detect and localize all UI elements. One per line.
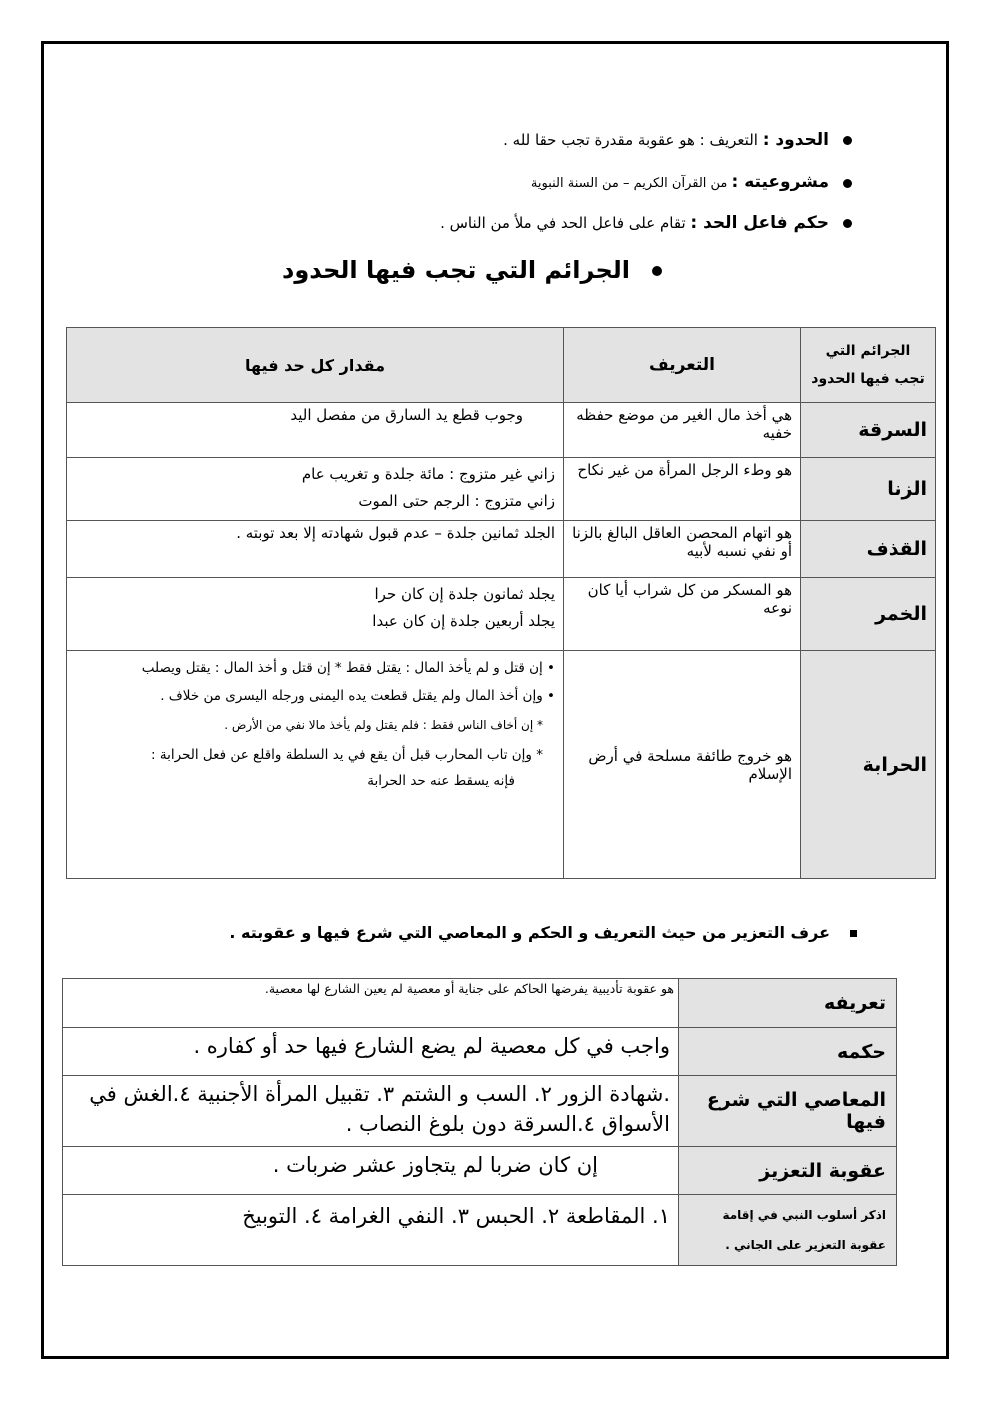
table-row xyxy=(67,458,936,521)
table-row xyxy=(67,578,936,651)
table-row xyxy=(63,1195,897,1266)
bullet-dot xyxy=(652,266,662,276)
crime-cell: الحرابة xyxy=(801,651,936,879)
amount-line: • إن قتل و لم يأخذ المال : يقتل فقط * إن قتل و أخذ المال : يقتل ويصلب xyxy=(141,660,555,676)
bullet-text: التعريف : هو عقوبة مقدرة تجب حقا لله . xyxy=(503,131,763,149)
amount-line: يجلد ثمانون جلدة إن كان حرا xyxy=(374,585,555,603)
tazir-value: هو عقوبة تأديبية يفرضها الحاكم على جناية أو معصية لم يعين الشارع لها معصية. xyxy=(63,979,679,1028)
amount-line: الجلد ثمانين جلدة – عدم قبول شهادته إلا بعد توبته . xyxy=(236,524,555,542)
amount-line: وجوب قطع يد السارق من مفصل اليد xyxy=(290,406,523,424)
table-row xyxy=(63,979,897,1028)
bullet-label: مشروعيته : xyxy=(731,172,829,192)
table-row xyxy=(67,651,936,879)
tazir-table xyxy=(62,978,897,1266)
header-amount: مقدار كل حد فيها xyxy=(67,328,564,403)
amount-line: زاني متزوج : الرجم حتى الموت xyxy=(358,492,555,510)
bullet-ruling xyxy=(440,213,852,233)
tazir-label: حكمه xyxy=(679,1028,897,1076)
tazir-value: .شهادة الزور ٢. السب و الشتم ٣. تقبيل المرأة الأجنبية ٤.الغش في الأسواق ٤.السرقة دون بلوغ النصاب . xyxy=(63,1076,679,1147)
table-row xyxy=(63,1028,897,1076)
crime-cell: السرقة xyxy=(801,403,936,458)
definition-cell: هو اتهام المحصن العاقل البالغ بالزنا أو نفي نسبه لأبيه xyxy=(564,521,801,578)
tazir-value: ١. المقاطعة ٢. الحبس ٣. النفي الغرامة ٤. التوبيخ xyxy=(63,1195,679,1266)
bullet-hudud xyxy=(503,130,852,150)
crime-cell: القذف xyxy=(801,521,936,578)
table-header-row xyxy=(67,328,936,403)
definition-cell: هو المسكر من كل شراب أيا كان نوعه xyxy=(564,578,801,651)
hudud-table xyxy=(66,327,936,879)
tazir-label: اذكر أسلوب النبي في إقامة عقوبة التعزير على الجاني . xyxy=(679,1195,897,1266)
amount-line: فإنه يسقط عنه حد الحرابة xyxy=(367,773,515,789)
tazir-label: تعريفه xyxy=(679,979,897,1028)
header-definition: التعريف xyxy=(564,328,801,403)
definition-cell: هو خروج طائفة مسلحة في أرض الإسلام xyxy=(564,651,801,879)
amount-line: • وإن أخذ المال ولم يقتل قطعت يده اليمنى ورجله اليسرى من خلاف . xyxy=(160,688,555,704)
tazir-heading-text: عرف التعزير من حيث التعريف و الحكم و المعاصي التي شرع فيها و عقوبته . xyxy=(229,923,830,942)
tazir-label: عقوبة التعزيز xyxy=(679,1147,897,1195)
bullet-dot xyxy=(843,136,852,145)
amount-cell xyxy=(67,651,564,879)
amount-line: * وإن تاب المحارب قبل أن يقع في يد السلطة واقلع عن فعل الحرابة : xyxy=(151,747,543,763)
heading-text: الجرائم التي تجب فيها الحدود xyxy=(282,256,630,284)
bullet-text: تقام على فاعل الحد في ملأ من الناس . xyxy=(440,214,691,232)
bullet-legitimacy xyxy=(531,172,852,192)
amount-line: زاني غير متزوج : مائة جلدة و تغريب عام xyxy=(301,465,555,483)
tazir-label: المعاصي التي شرع فيها xyxy=(679,1076,897,1147)
bullet-dot xyxy=(843,179,852,188)
amount-cell xyxy=(67,578,564,651)
definition-cell: هي أخذ مال الغير من موضع حفظه خفيه xyxy=(564,403,801,458)
amount-cell xyxy=(67,521,564,578)
amount-cell xyxy=(67,458,564,521)
bullet-label: الحدود : xyxy=(762,130,829,150)
definition-cell: هو وطء الرجل المرأة من غير نكاح xyxy=(564,458,801,521)
table-row xyxy=(67,521,936,578)
table-row xyxy=(67,403,936,458)
tazir-heading xyxy=(229,923,857,942)
amount-line: * إن أخاف الناس فقط : فلم يقتل ولم يأخذ مالا نفي من الأرض . xyxy=(224,718,543,732)
table-row xyxy=(63,1076,897,1147)
amount-line: يجلد أربعين جلدة إن كان عبدا xyxy=(372,612,555,630)
bullet-text: من القرآن الكريم – من السنة النبوية xyxy=(530,176,732,191)
crime-cell: الخمر xyxy=(801,578,936,651)
crime-cell: الزنا xyxy=(801,458,936,521)
bullet-dot xyxy=(843,219,852,228)
tazir-value: إن كان ضربا لم يتجاوز عشر ضربات . xyxy=(63,1147,679,1195)
header-crimes: الجرائم التي تجب فيها الحدود xyxy=(801,328,936,403)
square-bullet xyxy=(850,930,857,937)
amount-cell xyxy=(67,403,564,458)
bullet-label: حكم فاعل الحد : xyxy=(690,213,829,233)
table-row xyxy=(63,1147,897,1195)
section-heading xyxy=(282,256,662,284)
tazir-value: واجب في كل معصية لم يضع الشارع فيها حد أو كفاره . xyxy=(63,1028,679,1076)
